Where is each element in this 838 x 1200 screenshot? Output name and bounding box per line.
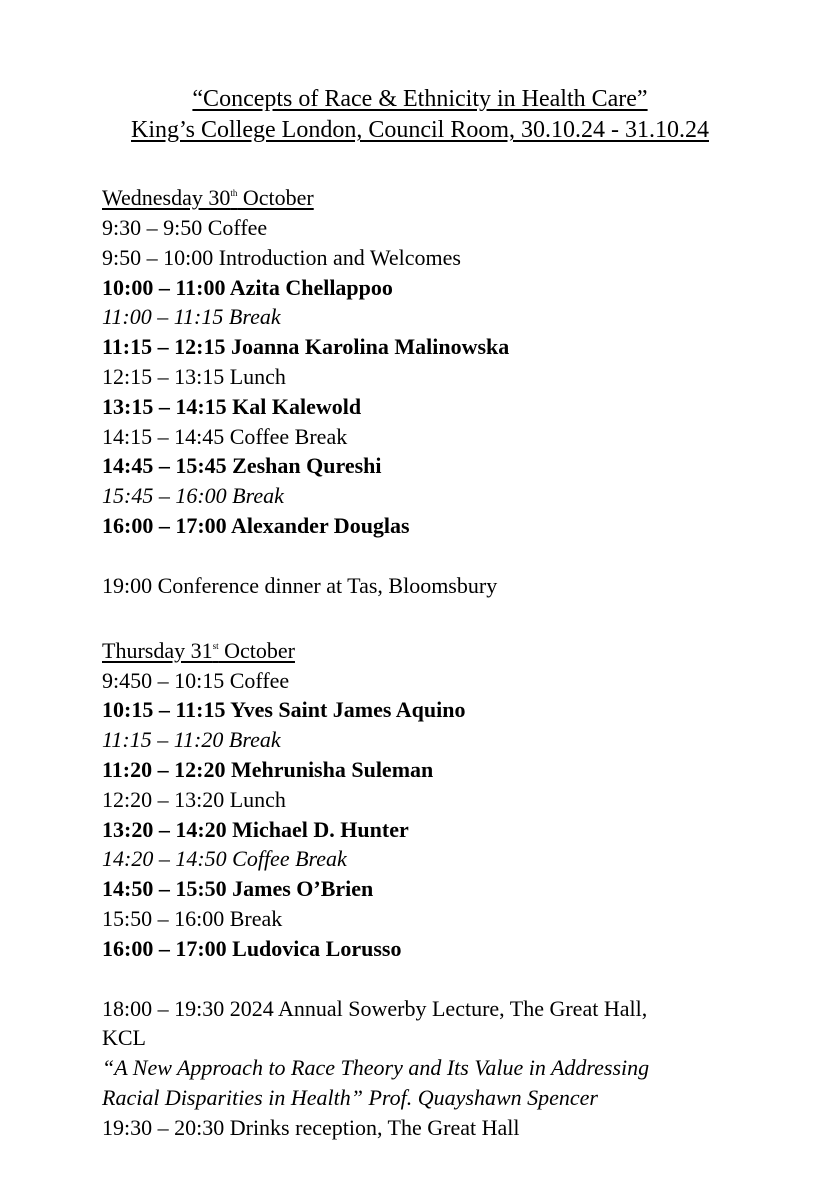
day-heading-thursday [102,631,778,666]
schedule-item: 10:15 – 11:15 Yves Saint James Aquino [102,697,466,723]
schedule-item: 14:15 – 14:45 Coffee Break [102,423,348,449]
schedule-item: 15:45 – 16:00 Break [102,483,284,509]
day-heading-date: Thursday 31 [102,637,213,663]
schedule-item: 9:450 – 10:15 Coffee [102,667,290,693]
schedule-item: 12:20 – 13:20 Lunch [102,786,286,812]
day-heading-date: Wednesday 30 [102,185,231,210]
spacer [102,541,778,571]
schedule-list-wednesday [102,213,778,541]
schedule-item: 14:45 – 15:45 Zeshan Qureshi [102,453,382,479]
day-heading-wednesday [102,178,778,213]
lecture-time-venue: 18:00 – 19:30 2024 Annual Sowerby Lecture, The Great Hall, [102,995,648,1021]
lecture-venue-cont: KCL [102,1025,146,1051]
title-line-1: “Concepts of Race & Ethnicity in Health Care” [192,86,648,112]
day-heading-ordinal: st [212,640,219,651]
schedule-item: 14:20 – 14:50 Coffee Break [102,846,347,872]
schedule-item: 9:50 – 10:00 Introduction and Welcomes [102,244,461,270]
schedule-item: 10:00 – 11:00 Azita Chellappoo [102,274,393,300]
document-title [60,84,780,146]
spacer [102,964,778,994]
annual-lecture [102,994,762,1143]
schedule-item: 11:20 – 12:20 Mehrunisha Suleman [102,756,434,782]
schedule-list-thursday [102,666,778,964]
schedule-item: 11:00 – 11:15 Break [102,304,281,330]
conference-dinner: 19:00 Conference dinner at Tas, Bloomsbury [102,572,498,598]
lecture-title-speaker: Racial Disparities in Health” Prof. Quayshawn Spencer [102,1084,598,1110]
schedule-item: 16:00 – 17:00 Ludovica Lorusso [102,935,402,961]
day-thursday [102,631,778,1143]
schedule-item: 14:50 – 15:50 James O’Brien [102,876,374,902]
lecture-title: “A New Approach to Race Theory and Its Value in Addressing [102,1055,650,1081]
schedule-item: 13:15 – 14:15 Kal Kalewold [102,393,362,419]
schedule-item: 11:15 – 11:20 Break [102,727,281,753]
day-heading-month: October [218,637,295,663]
schedule-item: 12:15 – 13:15 Lunch [102,363,286,389]
drinks-reception: 19:30 – 20:30 Drinks reception, The Great Hall [102,1114,520,1140]
schedule-item: 13:20 – 14:20 Michael D. Hunter [102,816,409,842]
day-heading-month: October [237,185,314,210]
schedule-item: 15:50 – 16:00 Break [102,905,283,931]
day-wednesday [102,178,778,601]
schedule-item: 9:30 – 9:50 Coffee [102,215,268,240]
day-heading-ordinal: th [230,188,238,198]
schedule-item: 11:15 – 12:15 Joanna Karolina Malinowska [102,334,510,360]
title-line-2: King’s College London, Council Room, 30.10.24 - 31.10.24 [131,117,709,143]
schedule-item: 16:00 – 17:00 Alexander Douglas [102,512,410,538]
